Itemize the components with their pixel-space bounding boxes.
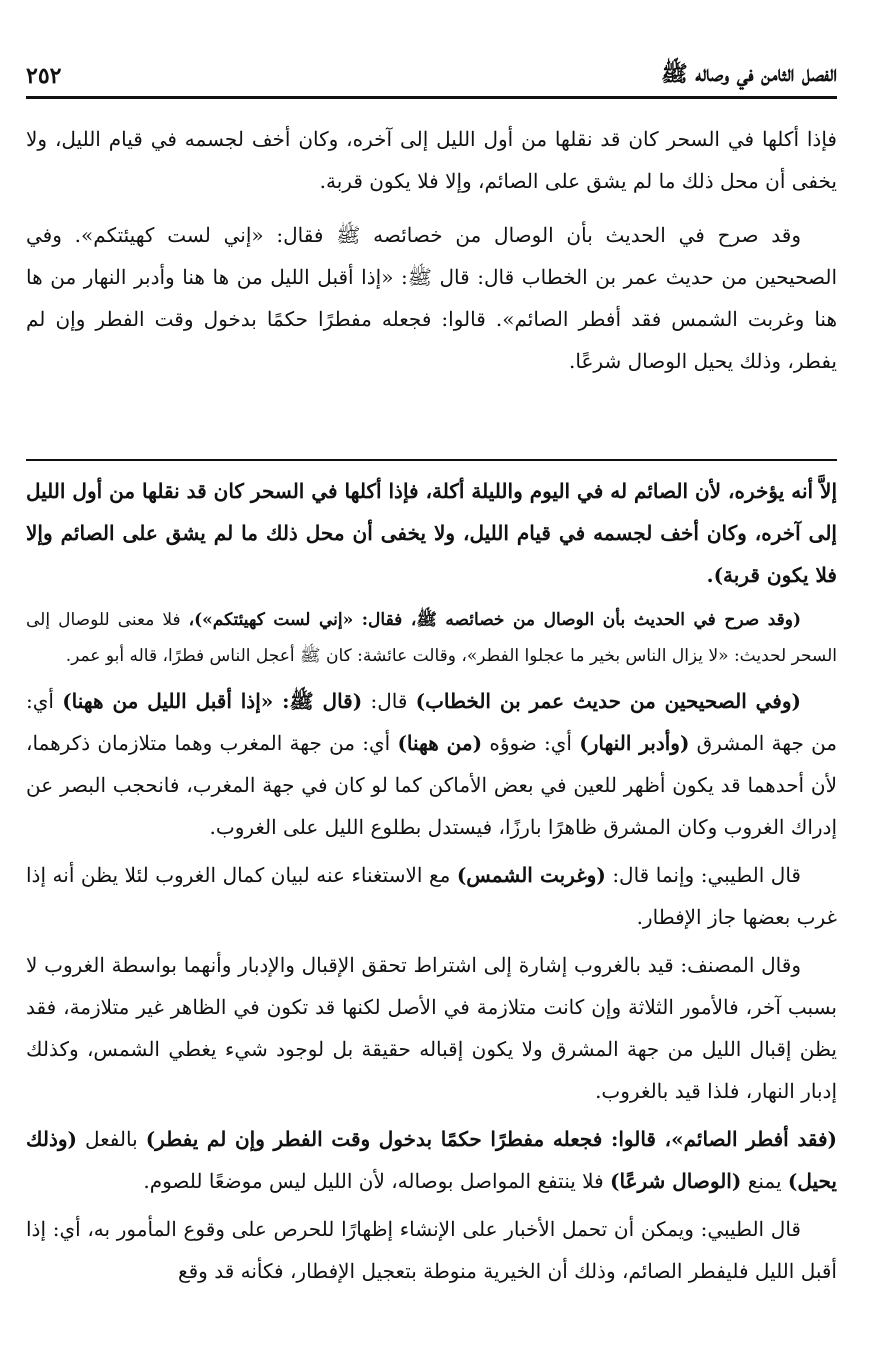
chapter-title: الفصل الثامن في وصاله ﷺ: [661, 61, 837, 87]
commentary-text-span: أي: من جهة المشرق: [26, 689, 838, 755]
quoted-text: (وذلك يحيل): [26, 1127, 837, 1193]
commentary-text-span: فلا ينتفع المواصل بوصاله، لأن الليل ليس موضعًا للصوم.: [143, 1169, 611, 1193]
commentary-paragraph-7: قال الطيبي: ويمكن أن تحمل الأخبار على الإنشاء إظهارًا للحرص على وقوع المأمور به، أي: إذا أقبل الليل فليفطر الصائم، وذلك أن الخيرية منوطة بتعجيل الإفطار، فكأنه قد وقع: [26, 1217, 837, 1283]
quoted-text: (وغربت الشمس): [456, 863, 606, 887]
commentary-paragraph-1: إلاَّ أنه يؤخره، لأن الصائم له في اليوم والليلة أكلة، فإذا أكلها في السحر كان قد نقلها من أول الليل إلى آخره، وكان أخف لجسمه في قيام الليل، ولا يخفى أن محل ذلك ما لم يشق على الصائم وإلا فلا يكون قربة).: [26, 479, 838, 587]
commentary-text-span: قال:: [362, 689, 416, 713]
quoted-text: (الوصال شرعًا): [610, 1169, 742, 1193]
commentary-paragraph-3: [26, 680, 837, 848]
main-paragraph-2: وقد صرح في الحديث بأن الوصال من خصائصه ﷺ فقال: «إني لست كهيئتكم». وفي الصحيحين من حديث عمر بن الخطاب قال: قال ﷺ: «إذا أقبل الليل من ها هنا وأدبر النهار من ها هنا وغربت الشمس فقد أفطر الصائم». قالوا: فجعله مفطرًا حكمًا بدخول وقت الفطر وإن لم يفطر، وذلك يحيل الوصال شرعًا.: [26, 223, 837, 373]
quoted-text: (من ههنا): [397, 731, 483, 755]
page-number: ٢٥٢: [26, 63, 62, 89]
quoted-text: (فقد أفطر الصائم»، قالوا: فجعله مفطرًا حكمًا بدخول وقت الفطر وإن لم يفطر): [145, 1127, 837, 1151]
quoted-text: (وفي الصحيحين من حديث عمر بن الخطاب): [415, 689, 801, 713]
quoted-text: (وقد صرح في الحديث بأن الوصال من خصائصه ﷺ، فقال: «إني لست كهيئتكم»)،: [188, 610, 802, 630]
quoted-text: (وأدبر النهار): [579, 731, 690, 755]
page-header: [26, 56, 837, 99]
quoted-text: (قال ﷺ: «إذا أقبل الليل من ههنا): [62, 689, 363, 713]
footnote-divider: [26, 459, 837, 461]
commentary-text-span: فلا معنى للوصال إلى السحر لحديث: «لا يزال الناس بخير ما عجلوا الفطر»، وقالت عائشة: كان ﷺ أعجل الناس فطرًا، قاله أبو عمر.: [26, 610, 837, 666]
commentary-text-span: أي: من جهة المغرب وهما متلازمان ذكرهما، لأن أحدهما قد يكون أظهر للعين في بعض الأماكن كما لو كان في جهة المغرب، فانحجب البصر عن إدراك الغروب وكان المشرق ظاهرًا بارزًا، فيستدل بطلوع الليل على الغروب.: [26, 731, 837, 839]
main-text: [26, 118, 837, 394]
commentary-text-span: يمنع: [741, 1169, 788, 1193]
commentary-paragraph-6: [26, 1118, 837, 1202]
commentary-text-span: بالفعل: [76, 1127, 146, 1151]
commentary-text-span: قال الطيبي: وإنما قال:: [605, 863, 801, 887]
commentary-paragraph-5: وقال المصنف: قيد بالغروب إشارة إلى اشتراط تحقق الإقبال والإدبار وأنهما بواسطة الغروب لا بسبب آخر، فالأمور الثلاثة وإن كانت متلازمة في الأصل لكنها قد تكون في الظاهر غير متلازمة، فقد يظن إقبال الليل من جهة المشرق ولا يكون إقباله حقيقة بل لوجود شيء يغطي الشمس، وكذلك إدبار النهار، فلذا قيد بالغروب.: [26, 953, 838, 1103]
commentary-text-span: مع الاستغناء عنه لبيان كمال الغروب لئلا يظن أنه إذا غرب بعضها جاز الإفطار.: [26, 863, 837, 929]
commentary-text-span: أي: ضوؤه: [482, 731, 580, 755]
commentary-text: [26, 470, 837, 1298]
commentary-paragraph-4: [26, 854, 837, 938]
main-paragraph-1: فإذا أكلها في السحر كان قد نقلها من أول الليل إلى آخره، وكان أخف لجسمه في قيام الليل، ولا يخفى أن محل ذلك ما لم يشق على الصائم، وإلا فلا يكون قربة.: [26, 127, 837, 193]
commentary-paragraph-2: [26, 602, 837, 674]
